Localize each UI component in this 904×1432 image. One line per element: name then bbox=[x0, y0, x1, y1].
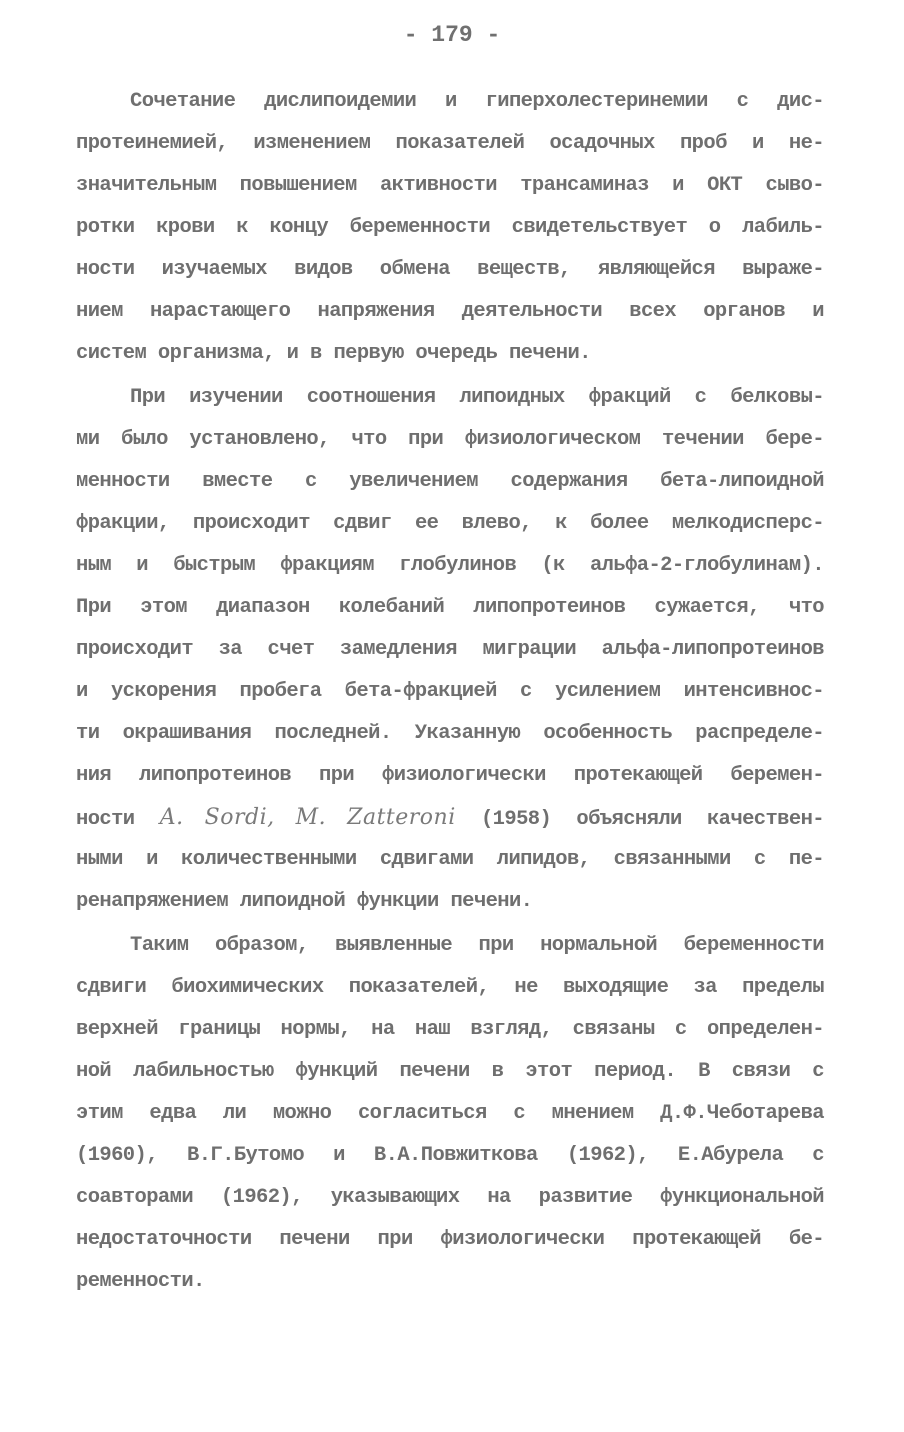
text-line: фракции, происходит сдвиг ее влево, к более мелкодисперс- bbox=[76, 512, 824, 535]
text-line: ротки крови к концу беременности свидетельствует о лабиль- bbox=[76, 216, 824, 239]
text-line: систем организма, и в первую очередь печени. bbox=[76, 342, 591, 365]
text-line: менности вместе с увеличением содержания бета-липоидной bbox=[76, 470, 824, 493]
text-line: ренапряжением липоидной функции печени. bbox=[76, 890, 533, 913]
text-line: и ускорения пробега бета-фракцией с усилением интенсивнос- bbox=[76, 680, 824, 703]
text-line: При изучении соотношения липоидных фракций с белковы- bbox=[130, 386, 824, 409]
page-number: - 179 - bbox=[403, 22, 501, 48]
handwritten-authors: A. Sordi, M. Zatteroni bbox=[159, 805, 456, 830]
text-line: сдвиги биохимических показателей, не выходящие за пределы bbox=[76, 976, 824, 999]
text-line: этим едва ли можно согласиться с мнением Д.Ф.Чеботарева bbox=[76, 1102, 824, 1125]
text-line: протеинемией, изменением показателей осадочных проб и не- bbox=[76, 132, 824, 155]
text-line: ной лабильностью функций печени в этот период. В связи с bbox=[76, 1060, 824, 1083]
text-line: соавторами (1962), указывающих на развитие функциональной bbox=[76, 1186, 824, 1209]
text-line: нием нарастающего напряжения деятельности всех органов и bbox=[76, 300, 824, 323]
text-line: происходит за счет замедления миграции альфа-липопротеинов bbox=[76, 638, 824, 661]
text-line: ременности. bbox=[76, 1270, 205, 1293]
text-line: (1960), В.Г.Бутомо и В.А.Повжиткова (1962), Е.Абурела с bbox=[76, 1144, 824, 1167]
text-line: Таким образом, выявленные при нормальной беременности bbox=[130, 934, 824, 957]
text-line: ния липопротеинов при физиологически протекающей беремен- bbox=[76, 764, 824, 787]
line-suffix: (1958) объясняли качествен- bbox=[480, 808, 824, 831]
text-line: ти окрашивания последней. Указанную особенность распределе- bbox=[76, 722, 824, 745]
line-prefix: ности bbox=[76, 808, 135, 831]
text-line: ным и быстрым фракциям глобулинов (к альфа-2-глобулинам). bbox=[76, 554, 824, 577]
text-line: ми было установлено, что при физиологическом течении бере- bbox=[76, 428, 824, 451]
text-line: При этом диапазон колебаний липопротеинов сужается, что bbox=[76, 596, 824, 619]
text-line: недостаточности печени при физиологически протекающей бе- bbox=[76, 1228, 824, 1251]
text-line: ности изучаемых видов обмена веществ, являющейся выраже- bbox=[76, 258, 824, 281]
text-line: Сочетание дислипоидемии и гиперхолестеринемии с дис- bbox=[130, 90, 824, 113]
citation-line bbox=[76, 798, 824, 838]
text-line: значительным повышением активности трансаминаз и ОКТ сыво- bbox=[76, 174, 824, 197]
text-line: ными и количественными сдвигами липидов, связанными с пе- bbox=[76, 848, 824, 871]
text-line: верхней границы нормы, на наш взгляд, связаны с определен- bbox=[76, 1018, 824, 1041]
